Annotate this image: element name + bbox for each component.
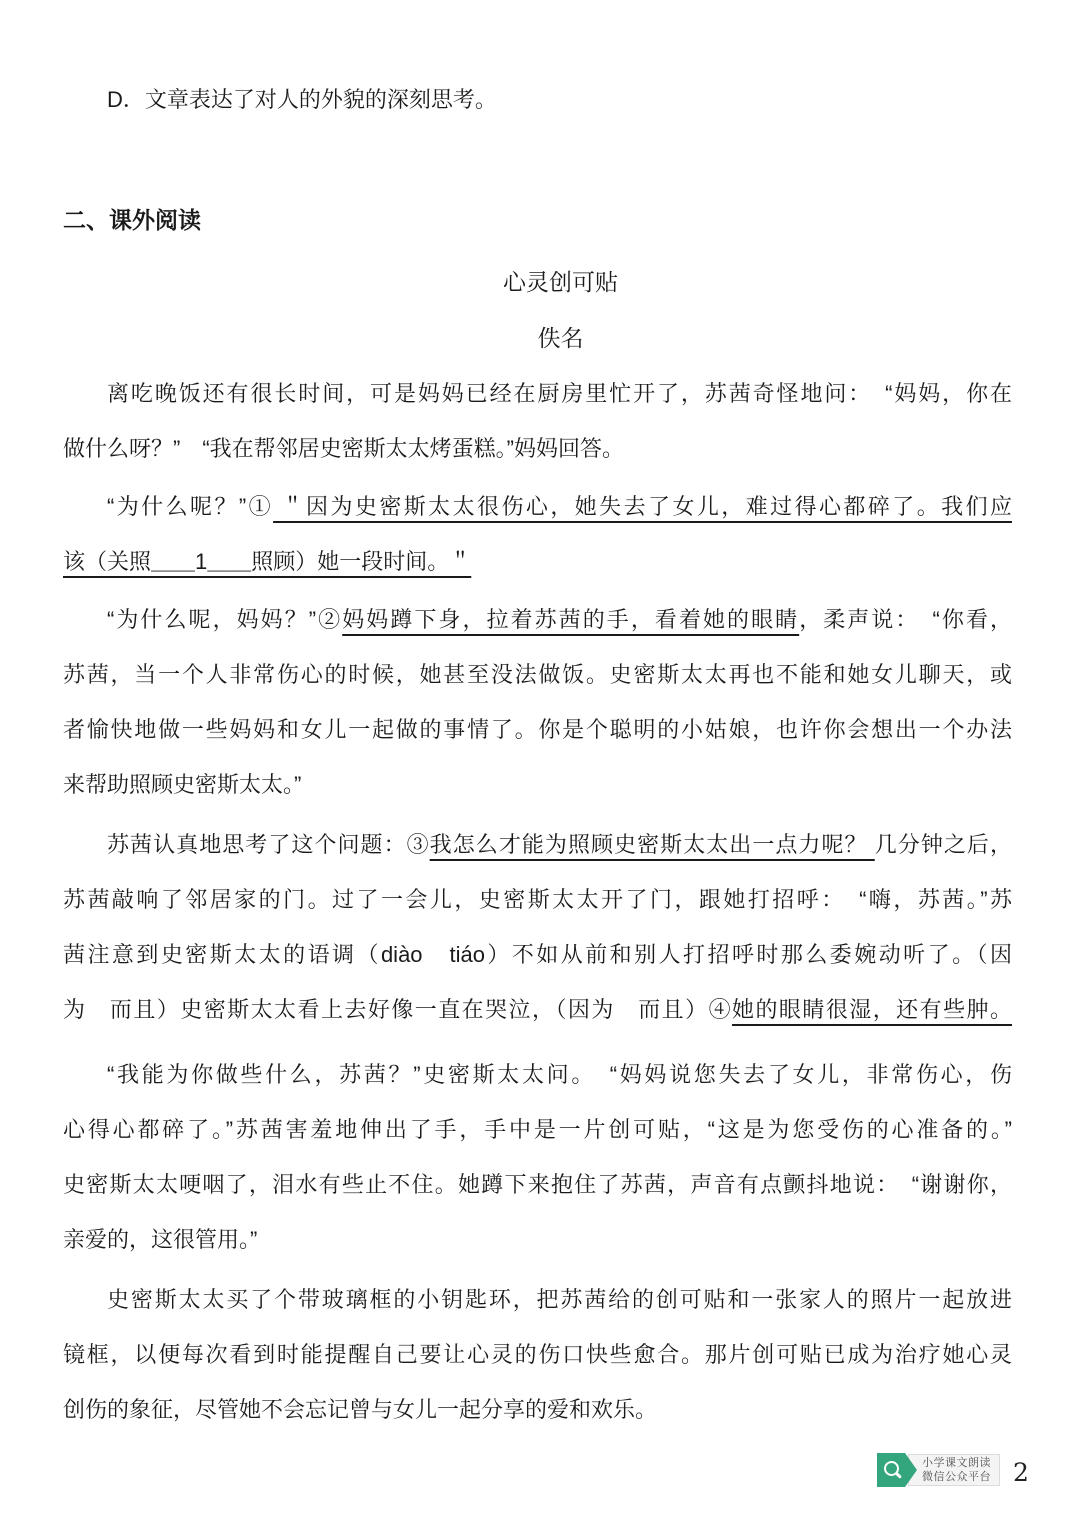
paragraph	[63, 366, 1012, 476]
text-run: 茜注意到史密斯太太的语调（diào tiáo）不如从前和别人打招呼时那么委婉动听了。（因	[63, 942, 1012, 967]
paragraph	[63, 592, 1012, 812]
text-run: 史密斯太太哽咽了，泪水有些止不住。她蹲下来抱住了苏茜，声音有点颤抖地说： “谢谢你，	[63, 1172, 1012, 1197]
text-line	[63, 366, 1012, 421]
text-run: 做什么呀？” “我在帮邻居史密斯太太烤蛋糕。”妈妈回答。	[63, 436, 624, 461]
text-run: 几分钟之后，	[874, 832, 1012, 857]
text-line	[63, 757, 1012, 812]
text-line	[63, 1047, 1012, 1102]
text-run: ，柔声说： “你看，	[799, 607, 1012, 632]
text-run: 心得心都碎了。”苏茜害羞地伸出了手，手中是一片创可贴，“这是为您受伤的心准备的。”	[63, 1117, 1012, 1142]
text-run: “为什么呢？”①	[107, 494, 274, 519]
text-line	[63, 647, 1012, 702]
article-title: 心灵创可贴	[503, 269, 618, 295]
text-run: 史密斯太太买了个带玻璃框的小钥匙环，把苏茜给的创可贴和一张家人的照片一起放进	[107, 1287, 1012, 1312]
text-line	[63, 1212, 1012, 1267]
text-run: 苏茜认真地思考了这个问题：③	[107, 832, 430, 857]
text-line	[63, 534, 1012, 589]
text-line	[63, 702, 1012, 757]
text-line	[63, 1327, 1012, 1382]
option-d-text: D．文章表达了对人的外貌的深刻思考。	[107, 87, 497, 112]
paragraph	[63, 1272, 1012, 1437]
text-line	[63, 1102, 1012, 1157]
underlined-run: 该（关照＿＿1＿＿照顾）她一段时间。＂	[63, 549, 472, 574]
text-line	[63, 479, 1012, 534]
paragraph	[63, 479, 1012, 589]
text-line	[63, 1382, 1012, 1437]
text-run: 苏茜，当一个人非常伤心的时候，她甚至没法做饭。史密斯太太再也不能和她女儿聊天，或	[63, 662, 1012, 687]
page-number: 2	[1013, 1458, 1029, 1487]
text-line	[63, 421, 1012, 476]
text-line	[63, 927, 1012, 982]
paragraph	[63, 1047, 1012, 1267]
underlined-run: ＂因为史密斯太太很伤心，她失去了女儿，难过得心都碎了。我们应	[273, 494, 1012, 519]
text-run: 来帮助照顾史密斯太太。”	[63, 772, 302, 797]
text-line	[63, 1272, 1012, 1327]
article-author: 佚名	[537, 325, 584, 351]
underlined-run: 妈妈蹲下身，拉着苏茜的手，看着她的眼睛	[342, 607, 800, 632]
page-content	[63, 0, 1012, 1437]
text-run: 离吃晚饭还有很长时间，可是妈妈已经在厨房里忙开了，苏茜奇怪地问： “妈妈，你在	[107, 381, 1012, 406]
text-line	[63, 982, 1012, 1037]
text-run: 者愉快地做一些妈妈和女儿一起做的事情了。你是个聪明的小姑娘，也许你会想出一个办法	[63, 717, 1012, 742]
search-icon	[884, 1461, 899, 1476]
footer-logo	[877, 1453, 1000, 1487]
article-body	[63, 366, 1012, 1437]
text-run: 苏茜敲响了邻居家的门。过了一会儿，史密斯太太开了门，跟她打招呼： “嗨，苏茜。”苏	[63, 887, 1012, 912]
logo-label-line1: 小学课文朗读	[922, 1457, 991, 1469]
text-run: 亲爱的，这很管用。”	[63, 1227, 258, 1252]
text-run: “为什么呢，妈妈？”②	[107, 607, 343, 632]
text-line	[63, 872, 1012, 927]
text-run: 创伤的象征，尽管她不会忘记曾与女儿一起分享的爱和欢乐。	[63, 1397, 658, 1422]
underlined-run: 我怎么才能为照顾史密斯太太出一点力呢？	[429, 832, 875, 857]
logo-label-line2: 微信公众平台	[922, 1471, 991, 1483]
text-line	[63, 817, 1012, 872]
text-run: 为 而且）史密斯太太看上去好像一直在哭泣，（因为 而且）④	[63, 997, 733, 1022]
text-run: 镜框，以便每次看到时能提醒自己要让心灵的伤口快些愈合。那片创可贴已成为治疗她心灵	[63, 1342, 1012, 1367]
logo-label	[908, 1454, 1000, 1486]
underlined-run: 她的眼睛很湿，还有些肿。	[732, 997, 1012, 1022]
paragraph	[63, 817, 1012, 1037]
text-run: “我能为你做些什么，苏茜？”史密斯太太问。 “妈妈说您失去了女儿，非常伤心，伤	[107, 1062, 1012, 1087]
text-line	[63, 1157, 1012, 1212]
section-heading: 二、课外阅读	[63, 207, 201, 233]
text-line	[63, 592, 1012, 647]
